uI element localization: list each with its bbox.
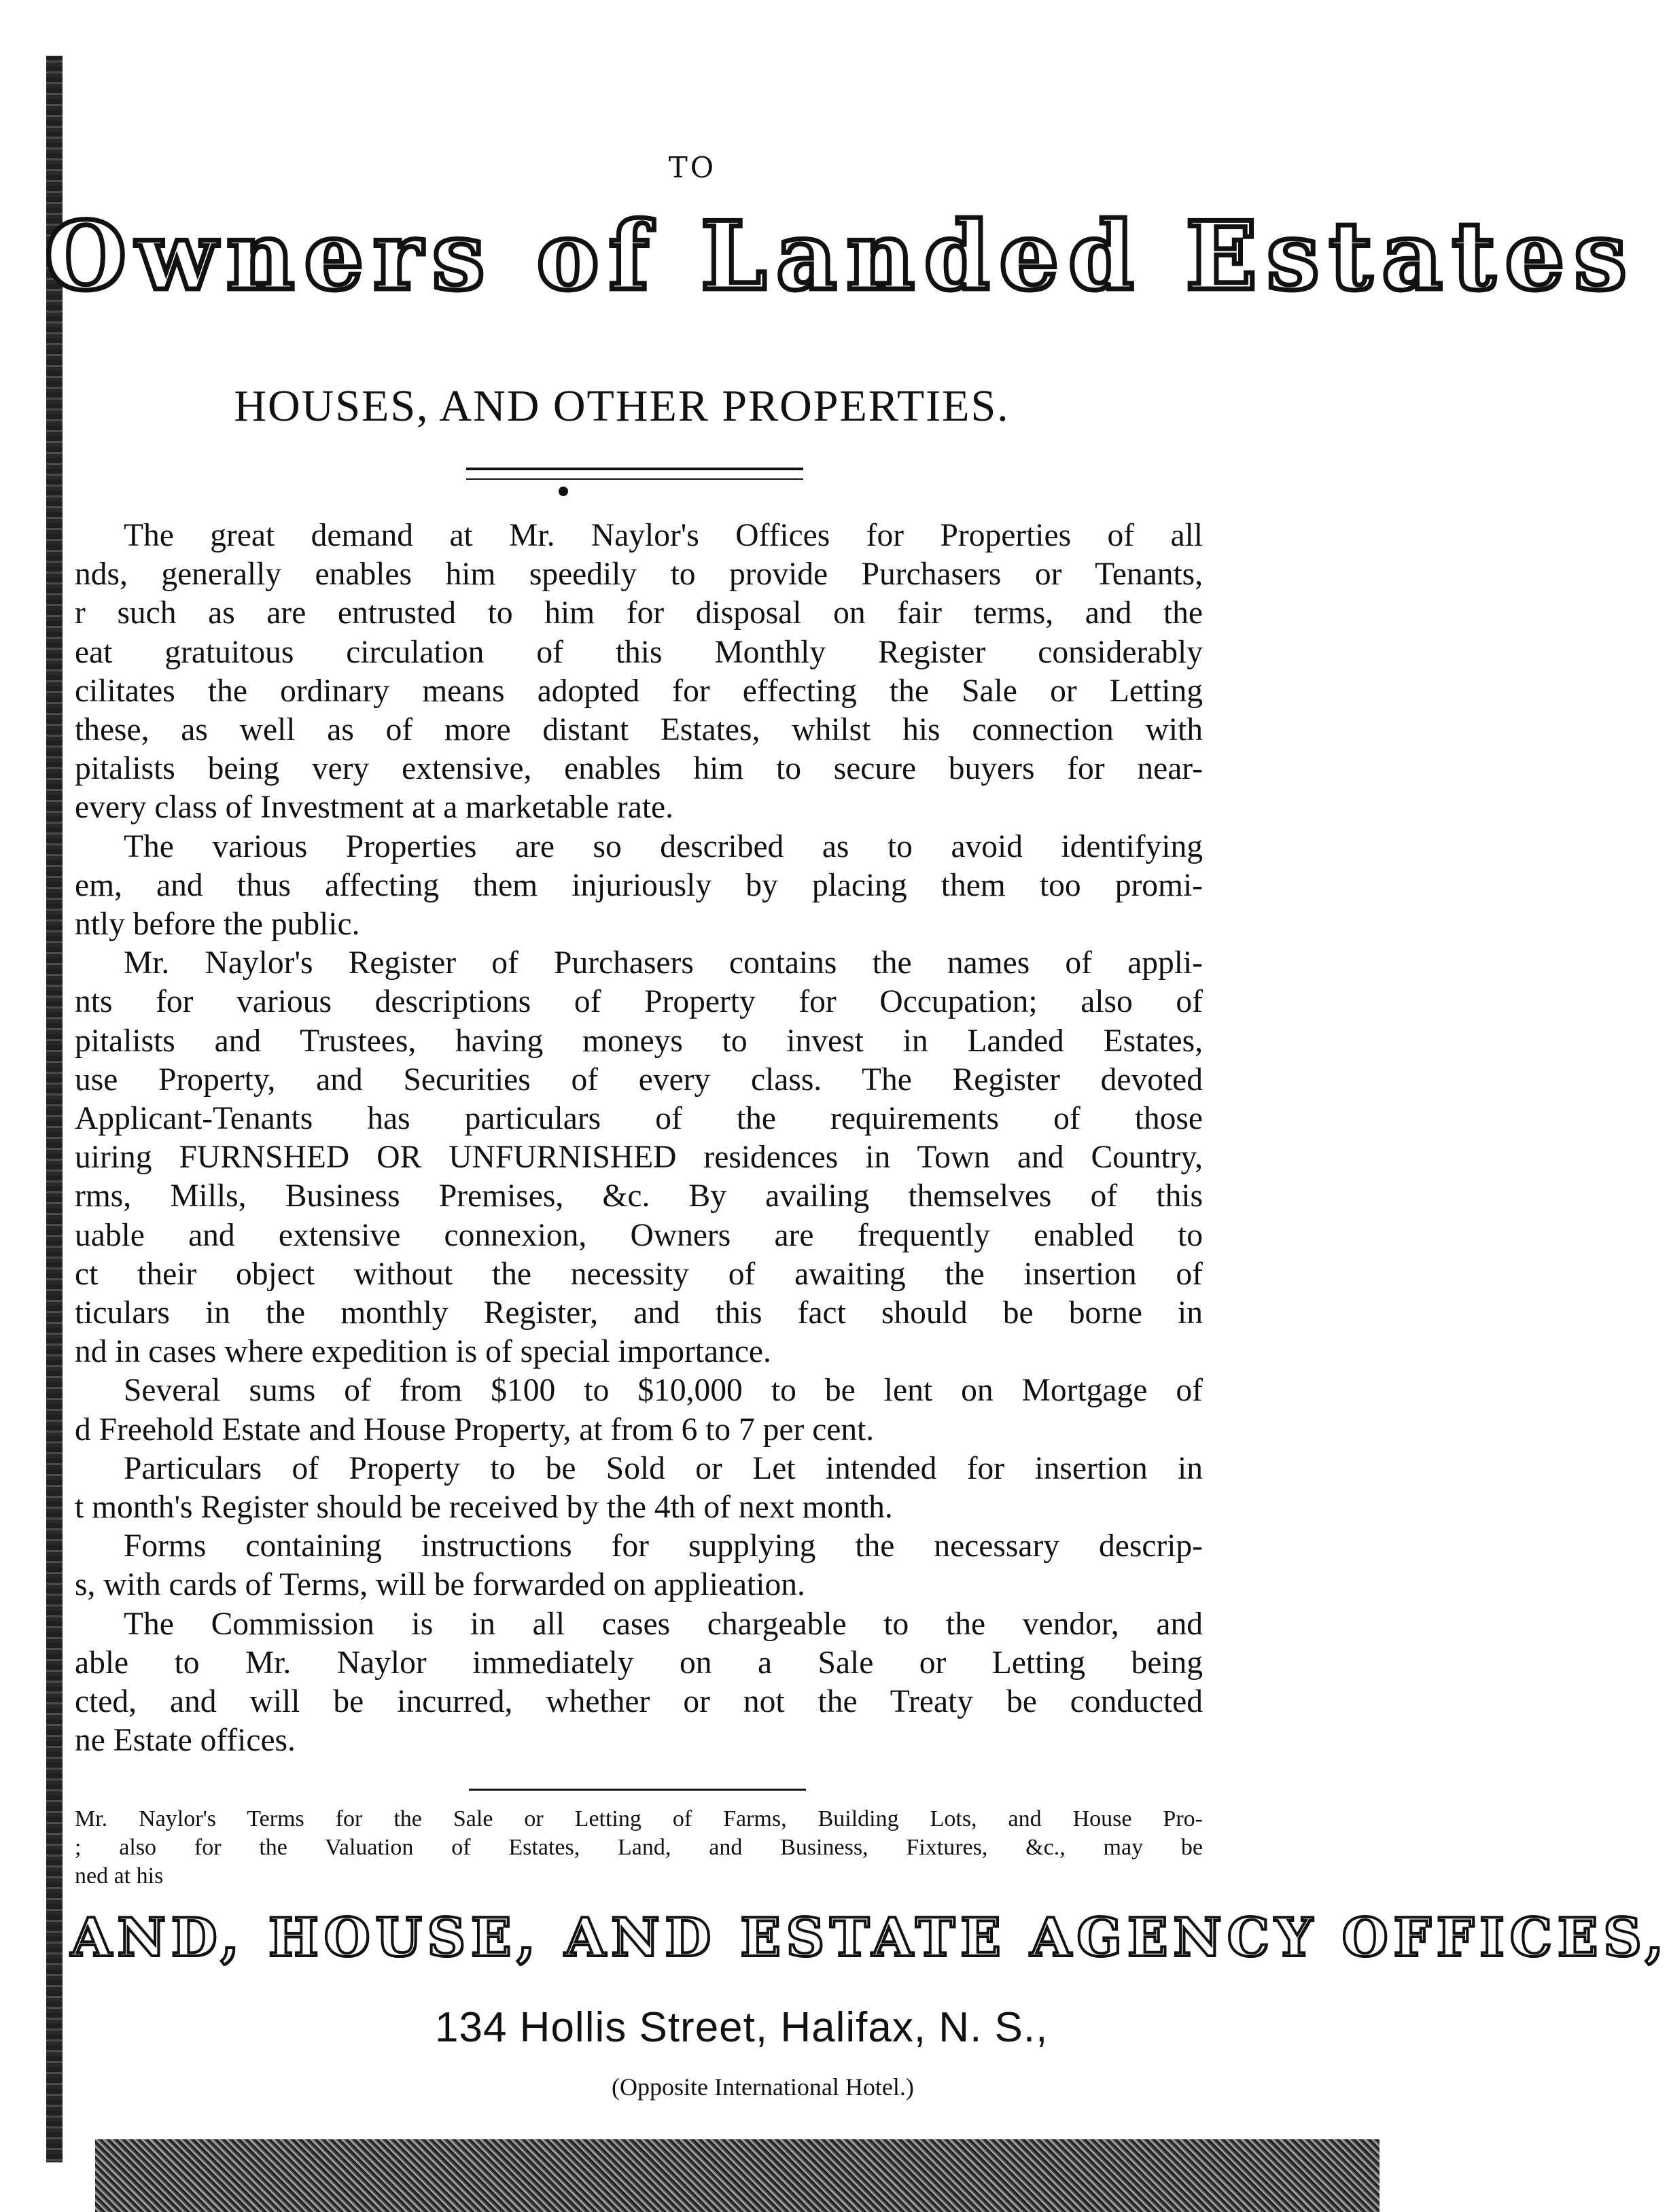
body-line: able to Mr. Naylor immediately on a Sale or Letting being <box>75 1645 1203 1681</box>
binding-edge <box>46 56 63 2162</box>
body-line: eat gratuitous circulation of this Monthly Register considerably <box>75 634 1203 670</box>
body-line: Forms containing instructions for supplying the necessary descrip- <box>124 1528 1203 1564</box>
body-line: every class of Investment at a marketable rate. <box>75 790 673 826</box>
body-line: nd in cases where expedition is of special importance. <box>75 1334 771 1370</box>
opposite-note: (Opposite International Hotel.) <box>612 2073 914 2101</box>
body-line: rms, Mills, Business Premises, &c. By availing themselves of this <box>75 1178 1203 1214</box>
body-line: ne Estate offices. <box>75 1723 296 1759</box>
body-line: pitalists being very extensive, enables him to secure buyers for near- <box>75 751 1203 787</box>
body-line: The various Properties are so described as to avoid identifying <box>124 828 1203 864</box>
body-line: Several sums of from $100 to $10,000 to be lent on Mortgage of <box>124 1373 1203 1409</box>
body-line: Mr. Naylor's Register of Purchasers contains the names of appli- <box>124 945 1203 981</box>
footnote-line: ned at his <box>75 1863 164 1889</box>
body-line: ntly before the public. <box>75 907 360 943</box>
address: 134 Hollis Street, Halifax, N. S., <box>435 2004 1049 2051</box>
body-line: uiring FURNSHED OR UNFURNISHED residences in Town and Country, <box>75 1140 1203 1176</box>
body-line: t month's Register should be received by the 4th of next month. <box>75 1490 893 1526</box>
double-rule <box>466 468 803 480</box>
body-line: r such as are entrusted to him for disposal on fair terms, and the <box>75 595 1203 631</box>
body-line: ticulars in the monthly Register, and this fact should be borne in <box>75 1295 1203 1331</box>
body-text <box>75 516 1203 1761</box>
footnote-line: Mr. Naylor's Terms for the Sale or Letting of Farms, Building Lots, and House Pro- <box>75 1806 1203 1831</box>
body-line: The great demand at Mr. Naylor's Offices for Properties of all <box>124 518 1203 553</box>
body-line: nts for various descriptions of Property for Occupation; also of <box>75 984 1203 1020</box>
body-line: cted, and will be incurred, whether or not the Treaty be conducted <box>75 1684 1203 1720</box>
body-line: s, with cards of Terms, will be forwarded on applieation. <box>75 1567 805 1603</box>
body-line: cilitates the ordinary means adopted for effecting the Sale or Letting <box>75 673 1203 709</box>
body-line: ct their object without the necessity of awaiting the insertion of <box>75 1256 1203 1292</box>
body-line: The Commission is in all cases chargeable to the vendor, and <box>124 1606 1203 1642</box>
body-line: nds, generally enables him speedily to provide Purchasers or Tenants, <box>75 557 1203 593</box>
heading-to: TO <box>668 151 717 184</box>
bottom-border-band <box>95 2139 1380 2212</box>
footnote-line: ; also for the Valuation of Estates, Land, and Business, Fixtures, &c., may be <box>75 1835 1203 1860</box>
agency-offices-heading: AND, HOUSE, AND ESTATE AGENCY OFFICES, <box>71 1907 1669 1969</box>
body-line: d Freehold Estate and House Property, at from 6 to 7 per cent. <box>75 1411 875 1447</box>
body-line: these, as well as of more distant Estates, whilst his connection with <box>75 712 1203 748</box>
body-line: Particulars of Property to be Sold or Let intended for insertion in <box>124 1450 1203 1486</box>
subtitle: HOUSES, AND OTHER PROPERTIES. <box>234 381 1010 431</box>
body-line: pitalists and Trustees, having moneys to invest in Landed Estates, <box>75 1023 1203 1059</box>
title-blackletter: Owners of Landed Estates <box>45 200 1636 311</box>
body-line: uable and extensive connexion, Owners are frequently enabled to <box>75 1217 1203 1253</box>
single-rule <box>469 1789 806 1791</box>
rule-ornament-dot <box>559 487 568 496</box>
body-line: em, and thus affecting them injuriously by placing them too promi- <box>75 867 1203 903</box>
body-line: use Property, and Securities of every class. The Register devoted <box>75 1061 1203 1098</box>
footnote <box>75 1805 1203 1891</box>
body-line: Applicant-Tenants has particulars of the requirements of those <box>75 1101 1203 1137</box>
